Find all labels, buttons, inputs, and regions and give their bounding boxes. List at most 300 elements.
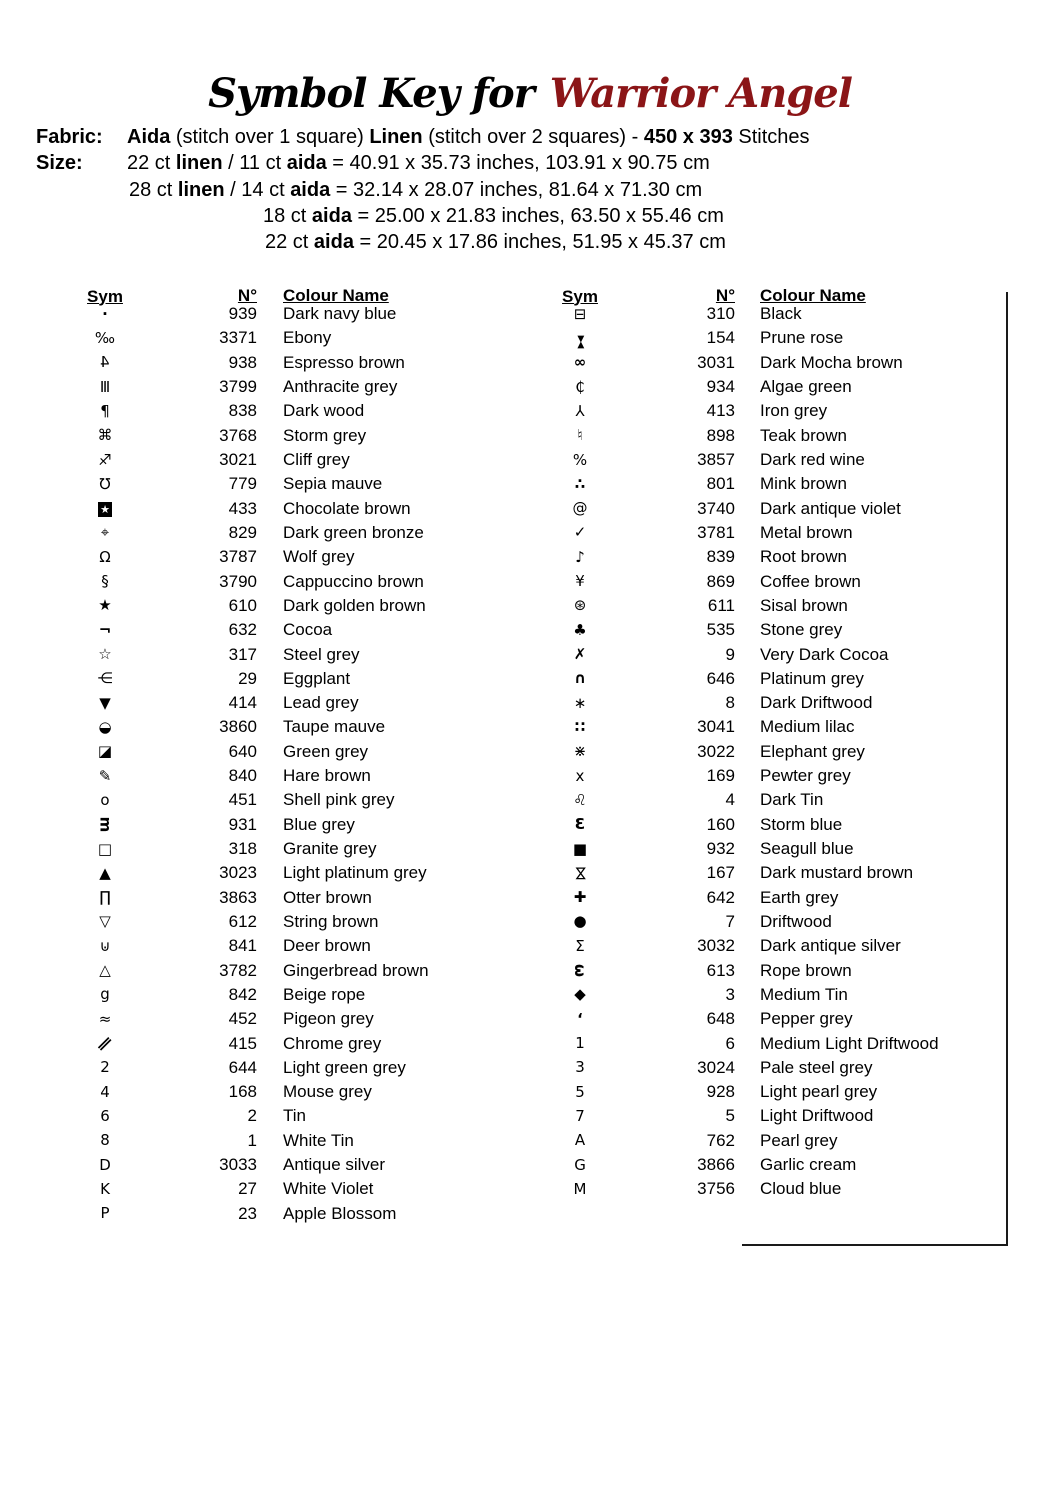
colour-name-cell: Algae green	[760, 377, 852, 397]
key-row	[78, 667, 522, 691]
column-header-sym-label: Sym	[562, 286, 598, 306]
column-header-name-label: Colour Name	[283, 286, 389, 305]
symbol-cell	[556, 331, 604, 346]
stitch-symbol: ¶	[100, 401, 110, 420]
key-row	[556, 715, 1008, 739]
key-row	[78, 1129, 522, 1153]
number-cell: 3033	[219, 1155, 257, 1175]
text-segment: / 11 ct	[222, 152, 287, 174]
symbol-cell	[556, 620, 604, 639]
key-row	[78, 740, 522, 764]
symbol-cell	[556, 1179, 604, 1198]
number-cell: 168	[228, 1082, 257, 1102]
colour-name-cell: Dark Tin	[760, 790, 824, 810]
column-header-num-label: N°	[237, 286, 257, 305]
stitch-symbol: ⋲	[97, 669, 113, 688]
stitch-symbol: 2	[100, 1058, 110, 1077]
number-cell: 160	[706, 814, 735, 834]
symbol-cell	[556, 766, 604, 785]
key-row	[556, 934, 1008, 958]
key-row	[556, 837, 1008, 861]
symbol-cell	[556, 501, 604, 516]
colour-name-cell: Wolf grey	[283, 547, 355, 567]
stitch-symbol: ⅄	[575, 401, 585, 420]
text-segment: / 14 ct	[224, 179, 291, 201]
colour-name-cell: Elephant grey	[760, 741, 865, 761]
key-row	[556, 1080, 1008, 1104]
symbol-cell	[78, 717, 132, 736]
colour-name-cell: Otter brown	[283, 887, 372, 907]
stitch-symbol: △	[99, 961, 111, 980]
colour-name-cell: Mink brown	[760, 474, 847, 494]
column-header-name	[257, 286, 522, 306]
key-row	[556, 351, 1008, 375]
number-cell: 648	[706, 1009, 735, 1029]
key-row	[78, 351, 522, 375]
colour-name-cell: Light Driftwood	[760, 1106, 874, 1126]
stitch-symbol: ⋈	[571, 865, 590, 881]
text-segment: 450 x 393	[643, 126, 733, 148]
stitch-symbol: ∩	[573, 669, 587, 688]
colour-name-cell: Iron grey	[760, 401, 828, 421]
key-row	[78, 1177, 522, 1201]
key-row	[556, 569, 1008, 593]
stitch-symbol: ✎	[98, 766, 112, 785]
colour-name-cell: Steel grey	[283, 644, 360, 664]
symbol-cell	[556, 304, 604, 323]
symbol-cell	[78, 574, 132, 589]
fabric-label: Fabric:	[36, 126, 103, 148]
symbol-cell	[556, 1106, 604, 1125]
text-segment: = 25.00 x 21.83 inches, 63.50 x 55.46 cm	[351, 205, 724, 227]
symbol-cell	[556, 355, 604, 370]
stitch-symbol: ♮	[577, 426, 583, 445]
stitch-symbol: A	[574, 1131, 586, 1150]
key-row	[78, 1031, 522, 1055]
number-cell: 838	[228, 401, 257, 421]
number-cell: 938	[228, 352, 257, 372]
key-row	[556, 594, 1008, 618]
stitch-symbol: ·	[102, 304, 108, 323]
symbol-cell	[78, 1036, 132, 1051]
number-cell: 7	[725, 911, 735, 931]
stitch-symbol: ω	[571, 964, 590, 978]
number-cell: 433	[228, 498, 257, 518]
symbol-cell	[78, 547, 132, 566]
colour-name-cell: Dark green bronze	[283, 522, 424, 542]
symbol-cell	[78, 890, 132, 905]
colour-name-cell: Dark navy blue	[283, 304, 397, 324]
symbol-cell	[556, 401, 604, 420]
size-text	[127, 152, 710, 175]
stitch-symbol: ∏	[99, 888, 111, 907]
key-row	[78, 983, 522, 1007]
number-cell: 413	[706, 401, 735, 421]
size-text	[263, 205, 724, 228]
stitch-symbol: ♌	[573, 790, 587, 809]
symbol-cell	[556, 574, 604, 589]
stitch-symbol: D	[99, 1155, 111, 1174]
number-cell: 3799	[219, 377, 257, 397]
key-row	[78, 813, 522, 837]
colour-name-cell: Cappuccino brown	[283, 571, 424, 591]
stitch-symbol: ⋇	[573, 742, 587, 761]
stitch-symbol: 3	[575, 1058, 585, 1077]
stitch-symbol: ⊛	[573, 596, 587, 615]
colour-name-cell: White Tin	[283, 1130, 354, 1150]
key-row	[78, 642, 522, 666]
number-cell: 3740	[697, 498, 735, 518]
number-cell: 779	[228, 474, 257, 494]
symbol-cell	[78, 839, 132, 858]
stitch-symbol: ∗	[573, 693, 587, 712]
text-segment: = 40.91 x 35.73 inches, 103.91 x 90.75 cm	[326, 152, 710, 174]
key-row	[78, 1056, 522, 1080]
colour-name-cell: Metal brown	[760, 522, 853, 542]
table-bottom-border	[742, 1244, 1008, 1246]
stitch-symbol: g	[100, 985, 110, 1004]
key-row	[78, 594, 522, 618]
symbol-cell	[78, 328, 132, 347]
symbol-cell	[78, 1106, 132, 1125]
symbol-cell	[556, 693, 604, 712]
symbol-cell	[556, 1036, 604, 1051]
key-row	[78, 302, 522, 326]
size-line	[0, 179, 1060, 206]
key-row	[78, 472, 522, 496]
colour-name-cell: Anthracite grey	[283, 377, 398, 397]
title-prefix: Symbol Key for	[208, 70, 534, 117]
colour-name-cell: Sisal brown	[760, 595, 848, 615]
symbol-cell	[78, 817, 132, 832]
colour-name-cell: Light pearl grey	[760, 1082, 878, 1102]
colour-name-cell: Antique silver	[283, 1155, 386, 1175]
key-row	[78, 375, 522, 399]
stitch-symbol: ✗	[573, 645, 587, 664]
stitch-symbol: ♪	[575, 547, 585, 566]
symbol-cell	[556, 839, 604, 858]
stitch-symbol: ▶◀	[575, 335, 586, 348]
colour-name-cell: Dark Driftwood	[760, 693, 873, 713]
number-cell: 3768	[219, 425, 257, 445]
symbol-cell	[78, 355, 132, 370]
stitch-symbol: 7	[575, 1106, 585, 1125]
key-row	[556, 958, 1008, 982]
stitch-symbol: P	[100, 1204, 110, 1223]
number-cell: 5	[725, 1106, 735, 1126]
number-cell: 898	[706, 425, 735, 445]
key-row	[556, 983, 1008, 1007]
number-cell: 154	[706, 328, 735, 348]
number-cell: 3787	[219, 547, 257, 567]
number-cell: 3790	[219, 571, 257, 591]
symbol-cell	[556, 790, 604, 809]
number-cell: 535	[706, 620, 735, 640]
symbol-cell	[556, 866, 604, 881]
colour-name-cell: Dark mustard brown	[760, 863, 914, 883]
colour-name-cell: Dark golden brown	[283, 595, 426, 615]
colour-name-cell: Sepia mauve	[283, 474, 383, 494]
stitch-symbol: ‘	[577, 1009, 583, 1028]
stitch-symbol: ◆	[574, 985, 586, 1004]
key-row	[78, 545, 522, 569]
colour-name-cell: Storm grey	[283, 425, 367, 445]
number-cell: 6	[725, 1033, 735, 1053]
key-row	[556, 399, 1008, 423]
symbol-cell	[556, 1155, 604, 1174]
symbol-cell	[78, 620, 132, 639]
stitch-symbol: ∴	[574, 474, 586, 493]
number-cell: 644	[228, 1057, 257, 1077]
symbol-cell	[78, 914, 132, 929]
colour-name-cell: Pewter grey	[760, 766, 851, 786]
key-row	[78, 1080, 522, 1104]
colour-name-cell: Blue grey	[283, 814, 355, 834]
number-cell: 452	[228, 1009, 257, 1029]
symbol-cell	[78, 525, 132, 540]
stitch-symbol: ℧	[99, 474, 111, 493]
key-row	[78, 1202, 522, 1226]
text-segment: aida	[290, 179, 331, 201]
number-cell: 640	[228, 741, 257, 761]
header-row	[78, 286, 522, 306]
colour-name-cell: Green grey	[283, 741, 369, 761]
key-row	[78, 497, 522, 521]
symbol-cell	[78, 863, 132, 882]
colour-name-cell: Seagull blue	[760, 839, 854, 859]
stitch-symbol: ⌖	[100, 523, 110, 542]
symbol-cell	[556, 1082, 604, 1101]
symbol-cell	[78, 790, 132, 809]
colour-name-cell: Very Dark Cocoa	[760, 644, 889, 664]
symbol-cell	[78, 1082, 132, 1101]
number-cell: 839	[706, 547, 735, 567]
colour-name-cell: Medium Tin	[760, 984, 848, 1004]
number-cell: 169	[706, 766, 735, 786]
size-line	[0, 231, 1060, 258]
key-row	[556, 764, 1008, 788]
symbol-cell	[556, 1060, 604, 1075]
table-right-border	[1006, 292, 1008, 1245]
stitch-symbol: ≈	[98, 1009, 112, 1028]
colour-name-cell: Dark antique violet	[760, 498, 901, 518]
colour-name-cell: Beige rope	[283, 984, 366, 1004]
size-line	[0, 152, 1060, 179]
key-row	[556, 861, 1008, 885]
stitch-symbol: ♣	[573, 620, 587, 639]
number-cell: 612	[228, 911, 257, 931]
stitch-symbol: §	[101, 572, 109, 591]
stitch-symbol: ▽	[99, 912, 111, 931]
number-cell: 3866	[697, 1155, 735, 1175]
symbol-cell	[78, 987, 132, 1002]
number-cell: 934	[706, 377, 735, 397]
key-row	[556, 424, 1008, 448]
stitch-symbol: ⌘	[97, 426, 113, 445]
stitch-symbol: ◪	[97, 742, 113, 761]
number-cell: 318	[228, 839, 257, 859]
number-cell: 611	[707, 595, 735, 615]
symbol-cell	[556, 817, 604, 832]
number-cell: 632	[228, 620, 257, 640]
colour-name-cell: Espresso brown	[283, 352, 405, 372]
stitch-symbol: ∥	[96, 1034, 115, 1053]
stitch-symbol: M	[573, 1179, 587, 1198]
text-segment: Aida	[127, 126, 171, 148]
key-row	[78, 448, 522, 472]
stitch-symbol: ✚	[573, 888, 587, 907]
stitch-symbol: Ⅲ	[99, 377, 111, 396]
size-line	[0, 205, 1060, 232]
symbol-cell	[556, 890, 604, 905]
stitch-symbol: ✓	[573, 523, 587, 542]
stitch-symbol: %	[572, 450, 588, 469]
symbol-cell	[556, 598, 604, 613]
colour-name-cell: Teak brown	[760, 425, 847, 445]
key-row	[556, 375, 1008, 399]
colour-name-cell: Pigeon grey	[283, 1009, 374, 1029]
number-cell: 4	[725, 790, 735, 810]
column-header-num-label: N°	[715, 286, 735, 305]
stitch-symbol: 6	[100, 1106, 110, 1125]
symbol-cell	[556, 963, 604, 978]
title-pattern-name: Warrior Angel	[549, 70, 852, 117]
text-segment: = 32.14 x 28.07 inches, 81.64 x 71.30 cm	[330, 179, 703, 201]
symbol-cell	[78, 1009, 132, 1028]
number-cell: 939	[228, 304, 257, 324]
number-cell: 3756	[697, 1179, 735, 1199]
stitch-symbol: 5	[575, 1082, 585, 1101]
stitch-symbol: ₵	[575, 377, 585, 396]
colour-name-cell: Dark wood	[283, 401, 365, 421]
symbol-cell	[78, 501, 132, 517]
symbol-cell	[78, 936, 132, 955]
header-row	[556, 286, 1008, 306]
symbol-cell	[78, 744, 132, 759]
number-cell: 3031	[697, 352, 735, 372]
symbol-cell	[556, 671, 604, 686]
key-row	[556, 326, 1008, 350]
number-cell: 317	[228, 644, 257, 664]
colour-name-cell: Hare brown	[283, 766, 371, 786]
key-row	[556, 618, 1008, 642]
colour-name-cell: String brown	[283, 911, 379, 931]
colour-name-cell: Pale steel grey	[760, 1057, 873, 1077]
symbol-cell	[556, 936, 604, 955]
colour-name-cell: Cocoa	[283, 620, 333, 640]
key-row	[556, 1153, 1008, 1177]
stitch-symbol: ☆	[98, 645, 112, 664]
stitch-symbol: ◒	[98, 717, 112, 736]
key-row	[78, 861, 522, 885]
stitch-symbol: ⊟	[573, 304, 587, 323]
colour-name-cell: Cloud blue	[760, 1179, 842, 1199]
number-cell: 642	[706, 887, 735, 907]
column-header-name-label: Colour Name	[760, 286, 866, 305]
colour-name-cell: Light green grey	[283, 1057, 406, 1077]
colour-name-cell: Storm blue	[760, 814, 843, 834]
symbol-cell	[556, 744, 604, 759]
symbol-cell	[556, 428, 604, 443]
symbol-cell	[78, 693, 132, 712]
key-row	[556, 886, 1008, 910]
symbol-cell	[78, 428, 132, 443]
colour-name-cell: Taupe mauve	[283, 717, 386, 737]
key-row	[78, 715, 522, 739]
colour-name-cell: Shell pink grey	[283, 790, 395, 810]
colour-name-cell: Coffee brown	[760, 571, 861, 591]
symbol-cell	[556, 1133, 604, 1148]
stitch-symbol: Σ	[575, 936, 585, 955]
stitch-symbol: ∞	[573, 353, 587, 372]
colour-name-cell: Platinum grey	[760, 668, 864, 688]
key-row	[78, 934, 522, 958]
key-row	[556, 691, 1008, 715]
key-row	[78, 521, 522, 545]
number-cell: 3024	[697, 1057, 735, 1077]
colour-name-cell: Dark Mocha brown	[760, 352, 903, 372]
number-cell: 610	[228, 595, 257, 615]
colour-name-cell: Eggplant	[283, 668, 351, 688]
symbol-cell	[78, 474, 132, 493]
number-cell: 3371	[219, 328, 257, 348]
number-cell: 3857	[697, 450, 735, 470]
key-row	[78, 788, 522, 812]
text-segment: aida	[311, 205, 352, 227]
number-cell: 27	[238, 1179, 257, 1199]
number-cell: 829	[228, 522, 257, 542]
stitch-symbol: @	[572, 499, 588, 518]
key-row	[78, 958, 522, 982]
number-cell: 1	[247, 1130, 257, 1150]
symbol-cell	[78, 766, 132, 785]
colour-name-cell: Gingerbread brown	[283, 960, 429, 980]
symbol-cell	[556, 474, 604, 493]
key-row	[556, 497, 1008, 521]
key-row	[556, 667, 1008, 691]
key-row	[78, 1153, 522, 1177]
colour-name-cell: Driftwood	[760, 911, 832, 931]
stitch-symbol: Ω	[99, 547, 111, 566]
key-row	[78, 691, 522, 715]
key-row	[556, 813, 1008, 837]
text-segment: aida	[286, 152, 327, 174]
text-segment: linen	[175, 152, 223, 174]
colour-name-cell: Rope brown	[760, 960, 852, 980]
number-cell: 3023	[219, 863, 257, 883]
text-segment: Linen	[369, 126, 423, 148]
key-row	[556, 448, 1008, 472]
column-header-num	[132, 286, 257, 306]
colour-name-cell: Prune rose	[760, 328, 844, 348]
number-cell: 3032	[697, 936, 735, 956]
number-cell: 3860	[219, 717, 257, 737]
number-cell: 613	[706, 960, 735, 980]
text-segment: aida	[313, 231, 354, 253]
number-cell: 415	[228, 1033, 257, 1053]
key-row	[556, 910, 1008, 934]
text-segment: linen	[177, 179, 225, 201]
key-column-left	[78, 286, 522, 1226]
colour-name-cell: Deer brown	[283, 936, 371, 956]
stitch-symbol: ♐	[98, 450, 112, 469]
page-title	[0, 70, 1060, 117]
stitch-symbol: ▼	[99, 693, 111, 712]
number-cell: 801	[706, 474, 735, 494]
number-cell: 3022	[697, 741, 735, 761]
key-row	[78, 764, 522, 788]
number-cell: 23	[238, 1203, 257, 1223]
